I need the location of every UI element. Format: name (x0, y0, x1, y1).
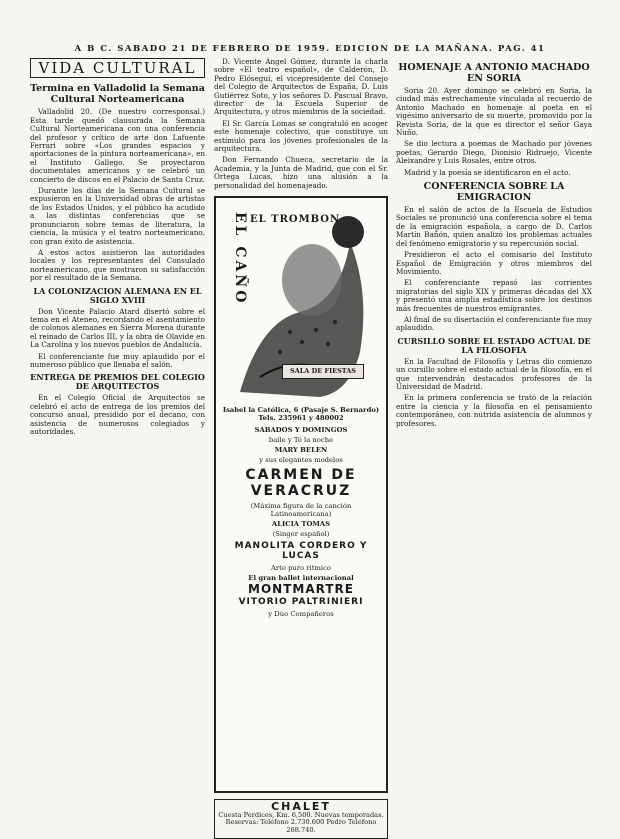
ad-line: y Dúo Compañeros (268, 609, 334, 618)
article-paragraph: Durante los días de la Semana Cultural se expusieron en la Universidad obras de artistas de los Estados Unidos, y el público ha acudido a las distintas conferencias que se pronunciaron sobre temas de literatura, la ciencia, la música y el teatro norteamericano, con gran éxito de asistencia. (30, 186, 205, 246)
headline-colonizacion: LA COLONIZACION ALEMANA EN EL SIGLO XVIII (33, 285, 202, 305)
ad-address: Isabel la Católica, 6 (Pasaje S. Bernardo) Tels. 235961 y 480002 (222, 406, 380, 423)
ad-line: baile y Té la noche (268, 436, 334, 445)
article-paragraph: A estos actos asistieron las autoridades locales y los representantes del Consulado norteamericano, que mostraron su satisfacción por el resultado de la Semana. (30, 247, 205, 283)
ad-line: ALICIA TOMAS (271, 520, 331, 529)
headline-premios-arquitectos: ENTREGA DE PREMIOS DEL COLEGIO DE ARQUITECTOS (30, 372, 205, 392)
ad-line: MARY BELEN (274, 446, 328, 455)
ad-line: El gran ballet internacional (248, 574, 354, 583)
headline-homenaje-machado: HOMENAJE A ANTONIO MACHADO EN SORIA (398, 62, 590, 84)
ad-star-name: CARMEN DE VERACRUZ (245, 467, 357, 500)
headline-semana-cultural: Termina en Valladolid la Semana Cultural Norteamericana (30, 83, 205, 106)
advertisement-el-cano (214, 196, 388, 793)
chalet-title: CHALET (271, 800, 331, 814)
article-paragraph: En el Colegio Oficial de Arquitectos se celebró el acto de entrega de los premios del concurso anual, presidido por el decano, con asistencia de numerosos colegiados y autoridades. (30, 393, 205, 436)
ad-performer: VITORIO PALTRINIERI (238, 596, 364, 607)
ad-poster-title: EL CAÑO (232, 212, 248, 306)
ad-performer: MANOLITA CORDERO Y LUCAS (234, 541, 368, 562)
advertisement-chalet (214, 799, 388, 839)
article-paragraph: Presidieron el acto el comisario del Instituto Español de Emigración y otros miembros del Movimiento. (396, 250, 592, 276)
ad-line: Arte puro ritmico (271, 564, 331, 573)
ad-line: (Máxima figura de la canción Latinoamericana) (250, 502, 352, 519)
column-3 (396, 58, 592, 818)
headline-cursillo-filosofia: CURSILLO SOBRE EL ESTADO ACTUAL DE LA FILOSOFIA (397, 335, 591, 355)
ad-line: (Singer español) (272, 530, 330, 539)
ad-club-name: MONTMARTRE (248, 582, 354, 597)
ad-line: y sus elegantes modelos (259, 456, 343, 465)
ad-poster-subtitle: EL TROMBON (250, 214, 341, 226)
article-paragraph: En la Facultad de Filosofía y Letras dio comienzo un cursillo sobre el estado actual de la filosofía, en el que intervendrán destacados profesores de la Universidad de Madrid. (396, 356, 592, 391)
article-paragraph: Valladolid 20. (De nuestro corresponsal.) Esta tarde quedó clausurada la Semana Cultural Norteamericana con una conferencia del profesor y crítico de arte don Lafuente Ferrari sobre «Los grandes espacios y aportaciones de la pintura norteamericana», en el Instituto Gallego. Se proyectaron documentales americanos y se celebró un concierto de discos en el Palacio de Santa Cruz. (30, 107, 205, 184)
section-title: VIDA CULTURAL (30, 58, 205, 78)
headline-emigracion: CONFERENCIA SOBRE LA EMIGRACION (423, 181, 565, 204)
ad-sala-label: SALA DE FIESTAS (282, 364, 364, 378)
chalet-description: Cuesta Perdices, Km. 6,500. Nuevas temporadas. Reservas: Teléfono 2.730.600 Pedro Teléfono 268.740. (218, 810, 384, 835)
article-paragraph: El Sr. García Lomas se congratuló en acoger este homenaje colectivo, que constituye un estímulo para los jóvenes profesionales de la arquitectura. (214, 118, 388, 154)
article-paragraph: En el salón de actos de la Escuela de Estudios Sociales se pronunció una conferencia sobre el tema de la emigración española, a cargo de D. Carlos Martín Bañón, quien analizó los problemas actuales del fenómeno emigratorio y su repercusión social. (396, 205, 592, 248)
ad-line: SABADOS Y DOMINGOS (254, 426, 348, 435)
article-paragraph: Don Vicente Palacio Atard disertó sobre el tema en el Ateneo, recordando el asentamiento de colonos alemanes en Sierra Morena durante el reinado de Carlos III, y la obra de Olavide en La Carolina y los nuevos pueblos de Andalucía. (30, 306, 205, 350)
column-1 (30, 58, 205, 818)
article-paragraph: El conferenciante repasó las corrientes migratorias del siglo XIX y primeras décadas del XX y presentó una amplia estadística sobre los destinos más frecuentes de nuestros emigrantes. (396, 278, 592, 313)
article-paragraph: Se dio lectura a poemas de Machado por jóvenes poetas, Gerardo Diego, Dionisio Ridruejo, Vicente Aleixandre y Luis Rosales, entre otros. (396, 139, 592, 166)
column-2 (214, 57, 388, 835)
article-paragraph: En la primera conferencia se trató de la relación entre la ciencia y la filosofía en el pensamiento contemporáneo, con nutrida asistencia de alumnos y profesores. (396, 393, 592, 428)
ad-poster (220, 202, 382, 402)
article-paragraph: Madrid y la poesía se identificaron en el acto. (404, 167, 571, 177)
article-paragraph: Don Fernando Chueca, secretario de la Academia, y la Junta de Madrid, que con el Sr. Ortega Lucas, hizo una alusión a la personalidad del homenajeado. (214, 155, 388, 190)
article-paragraph: Al final de su disertación el conferenciante fue muy aplaudido. (396, 314, 592, 333)
article-paragraph: Soria 20. Ayer domingo se celebró en Soria, la ciudad más estrechamente vinculada al recuerdo de Antonio Machado en homenaje al poeta en el vigésimo aniversario de su muerte, promovido por la Revista Soria, de la que es director el señor Gaya Nuño. (396, 86, 592, 138)
article-paragraph: D. Vicente Angel Gómez, durante la charla sobre «El teatro español», de Calderón, D. Pedro Elósegui, el vicepresidente del Consejo del Colegio de Arquitectos de España, D. Luis Gutiérrez Soto, y los señores D. Pascual Bravo, director de la Escuela Superior de Arquitectura, y otros miembros de la sociedad. (214, 57, 388, 117)
page-header: A B C. SABADO 21 DE FEBRERO DE 1959. EDICION DE LA MAÑANA. PAG. 41 (74, 44, 546, 54)
article-paragraph: El conferenciante fue muy aplaudido por el numeroso público que llenaba el salón. (30, 351, 205, 369)
